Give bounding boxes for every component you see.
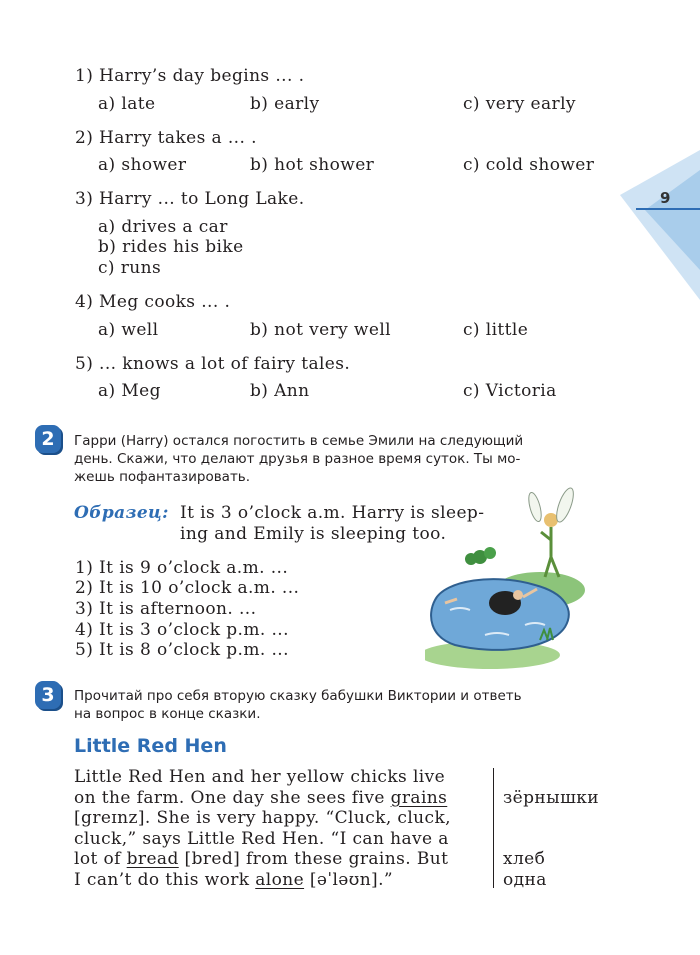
story-title: Little Red Hen: [74, 735, 227, 757]
option-1c: c) very early: [463, 94, 576, 114]
option-2b: b) hot shower: [250, 155, 375, 175]
question-1: 1) Harry’s day begins ... .: [75, 66, 305, 86]
glossed-word: bread: [126, 849, 179, 869]
option-4c: c) little: [463, 320, 529, 340]
exercise-3-instruction: [74, 687, 522, 723]
text: lot of: [74, 849, 127, 869]
story-line-4: cluck,” says Little Red Hen. “I can have a: [74, 829, 449, 849]
ex2-item-1: 1) It is 9 o’clock a.m. ...: [75, 558, 289, 578]
ex2-item-4: 4) It is 3 o’clock p.m. ...: [75, 620, 289, 640]
page-number: 9: [660, 189, 671, 207]
option-2a: a) shower: [98, 155, 187, 175]
text: on the farm. One day she sees five: [74, 788, 391, 808]
text: [bred] from these grains. But: [178, 849, 449, 869]
ex2-item-3: 3) It is afternoon. ...: [75, 599, 257, 619]
glossary-grains: зёрнышки: [503, 788, 600, 808]
instruction-line: жешь пофантазировать.: [74, 469, 251, 485]
glossary-divider: [493, 768, 494, 888]
story-line-2: [74, 788, 447, 808]
instruction-line: Прочитай про себя вторую сказку бабушки Виктории и ответь: [74, 688, 522, 704]
story-line-6: [74, 870, 393, 890]
exercise-2-badge: 2: [35, 425, 61, 453]
story-line-1: Little Red Hen and her yellow chicks live: [74, 767, 446, 787]
option-5a: a) Meg: [98, 381, 161, 401]
instruction-line: Гарри (Harry) остался погостить в семье Эмили на следующий: [74, 433, 524, 449]
option-4a: a) well: [98, 320, 159, 340]
exercise-3-badge: 3: [35, 681, 61, 709]
ex2-item-5: 5) It is 8 o’clock p.m. ...: [75, 640, 289, 660]
sample-line-1: It is 3 o’clock a.m. Harry is sleep-: [180, 503, 485, 523]
option-4b: b) not very well: [250, 320, 392, 340]
option-5c: c) Victoria: [463, 381, 557, 401]
text: [əˈləʊn].”: [304, 870, 393, 890]
option-3a: a) drives a car: [98, 217, 228, 237]
question-3: 3) Harry ... to Long Lake.: [75, 189, 305, 209]
option-1a: a) late: [98, 94, 156, 114]
story-line-3: [greɪnz]. She is very happy. “Cluck, cluck,: [74, 808, 451, 828]
corner-decoration: [590, 150, 700, 300]
option-5b: b) Ann: [250, 381, 310, 401]
glossary-bread: хлеб: [503, 849, 546, 869]
instruction-line: на вопрос в конце сказки.: [74, 706, 261, 722]
sample-line-2: ing and Emily is sleeping too.: [180, 524, 447, 544]
story-line-5: [74, 849, 448, 869]
page-number-rule: [636, 208, 700, 210]
pond-illustration: [425, 485, 590, 670]
glossed-word: alone: [255, 870, 305, 890]
sample-label: Образец:: [74, 503, 169, 523]
question-5: 5) ... knows a lot of fairy tales.: [75, 354, 351, 374]
ex2-item-2: 2) It is 10 o’clock a.m. ...: [75, 578, 300, 598]
glossed-word: grains: [390, 788, 448, 808]
exercise-2-instruction: [74, 432, 523, 486]
option-1b: b) early: [250, 94, 320, 114]
instruction-line: день. Скажи, что делают друзья в разное время суток. Ты мо-: [74, 451, 521, 467]
option-3b: b) rides his bike: [98, 237, 244, 257]
glossary-alone: одна: [503, 870, 547, 890]
text: I can’t do this work: [74, 870, 256, 890]
question-4: 4) Meg cooks ... .: [75, 292, 231, 312]
option-2c: c) cold shower: [463, 155, 595, 175]
question-2: 2) Harry takes a ... .: [75, 128, 257, 148]
option-3c: c) runs: [98, 258, 162, 278]
